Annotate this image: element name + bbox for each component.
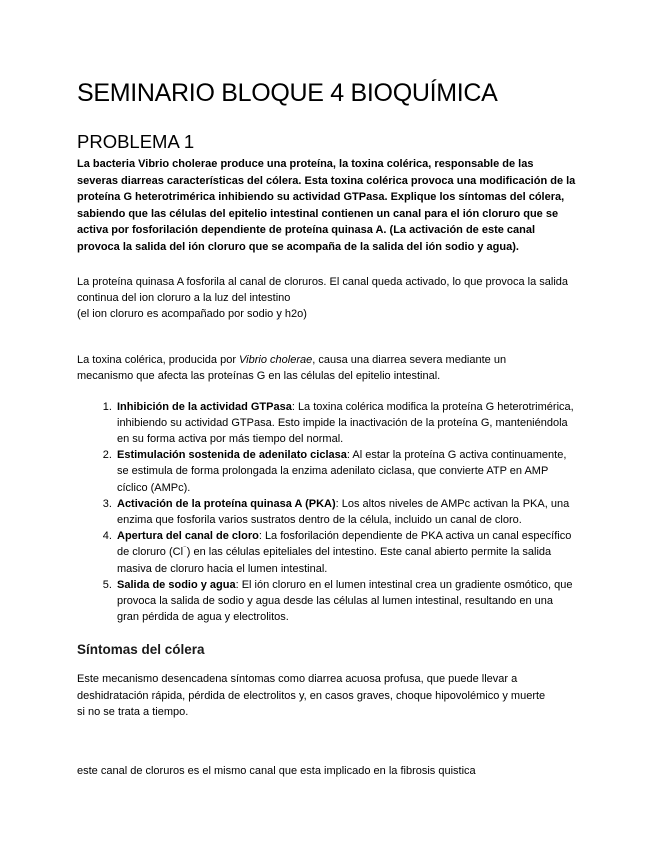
final-note: este canal de cloruros es el mismo canal que esta implicado en la fibrosis quistica <box>77 765 476 778</box>
mechanism-text: : Al estar la proteína G activa continuamente, se estimula de forma prolongada la enzima adenilato ciclasa, que convierte ATP en AMP cíclico (AMPc). <box>117 449 567 494</box>
answer-line-2: (el ion cloruro es acompañado por sodio y h2o) <box>77 307 307 320</box>
mechanism-text: : La toxina colérica modifica la proteína G heterotrimérica, inhibiendo su actividad GTPasa. Esto impide la inactivación de la proteína G, manteniéndola en su forma activa por más tiempo del normal. <box>117 400 574 445</box>
mechanism-text: ) en las células epiteliales del intestino. Este canal abierto permite la salida masiva de cloruro hacia el lumen intestinal. <box>117 546 552 575</box>
mechanism-title: Activación de la proteína quinasa A (PKA) <box>117 497 336 510</box>
intro-text-after: , causa una diarrea severa mediante un mecanismo que afecta las proteínas G en las células del epitelio intestinal. <box>77 354 507 383</box>
symptoms-heading: Síntomas del cólera <box>77 642 205 658</box>
mechanism-text: : Los altos niveles de AMPc activan la PKA, una enzima que fosforila varios sustratos dentro de la célula, incluido un canal de cloro. <box>117 497 570 526</box>
mechanism-title: Apertura del canal de cloro <box>117 530 259 543</box>
symptoms-paragraph: Este mecanismo desencadena síntomas como diarrea acuosa profusa, que puede llevar a deshidratación rápida, pérdida de electrolitos y, en casos graves, choque hipovolémico y muerte si no se trata a tiempo. <box>77 673 546 718</box>
mechanism-title: Salida de sodio y agua <box>117 578 236 591</box>
mechanism-title: Inhibición de la actividad GTPasa <box>117 400 292 413</box>
chloride-charge-superscript: ⁻ <box>183 545 187 553</box>
mechanism-item <box>115 447 575 496</box>
mechanism-text: : El ión cloruro en el lumen intestinal crea un gradiente osmótico, que provoca la salida de sodio y agua desde las células al lumen intestinal, resultando en una gran pérdida de agua y electrolitos. <box>117 578 573 624</box>
mechanism-list <box>77 399 575 626</box>
mechanism-title: Estimulación sostenida de adenilato ciclasa <box>117 449 347 462</box>
intro-text-before: La toxina colérica, producida por <box>77 354 240 367</box>
intro-species-name: Vibrio cholerae <box>239 354 313 367</box>
problem-statement: La bacteria Vibrio cholerae produce una proteína, la toxina colérica, responsable de las severas diarreas características del cólera. Esta toxina colérica provoca una modificación de la proteína G heterotrimérica inhibiendo su actividad GTPasa. Explique los síntomas del cólera, sabiendo que las células del epitelio intestinal contienen un canal para el ión cloruro que se activa por fosforilación dependiente de proteína quinasa A. (La activación de este canal provoca la salida del ión cloruro que se acompaña de la salida del ión sodio y agua). <box>77 158 576 253</box>
page-title: SEMINARIO BLOQUE 4 BIOQUÍMICA <box>77 79 498 107</box>
answer-paragraph <box>77 274 572 323</box>
mechanism-item <box>115 496 575 528</box>
mechanism-item <box>115 528 575 577</box>
mechanism-item <box>115 577 575 626</box>
mechanism-text: : La fosforilación dependiente de PKA activa un canal específico de cloruro (Cl <box>117 530 572 559</box>
answer-line-1: La proteína quinasa A fosforila al canal de cloruros. El canal queda activado, lo que provoca la salida continua del ion cloruro a la luz del intestino <box>77 275 569 304</box>
problem-heading: PROBLEMA 1 <box>77 131 195 152</box>
mechanism-item <box>115 399 575 448</box>
intro-paragraph <box>77 352 547 384</box>
